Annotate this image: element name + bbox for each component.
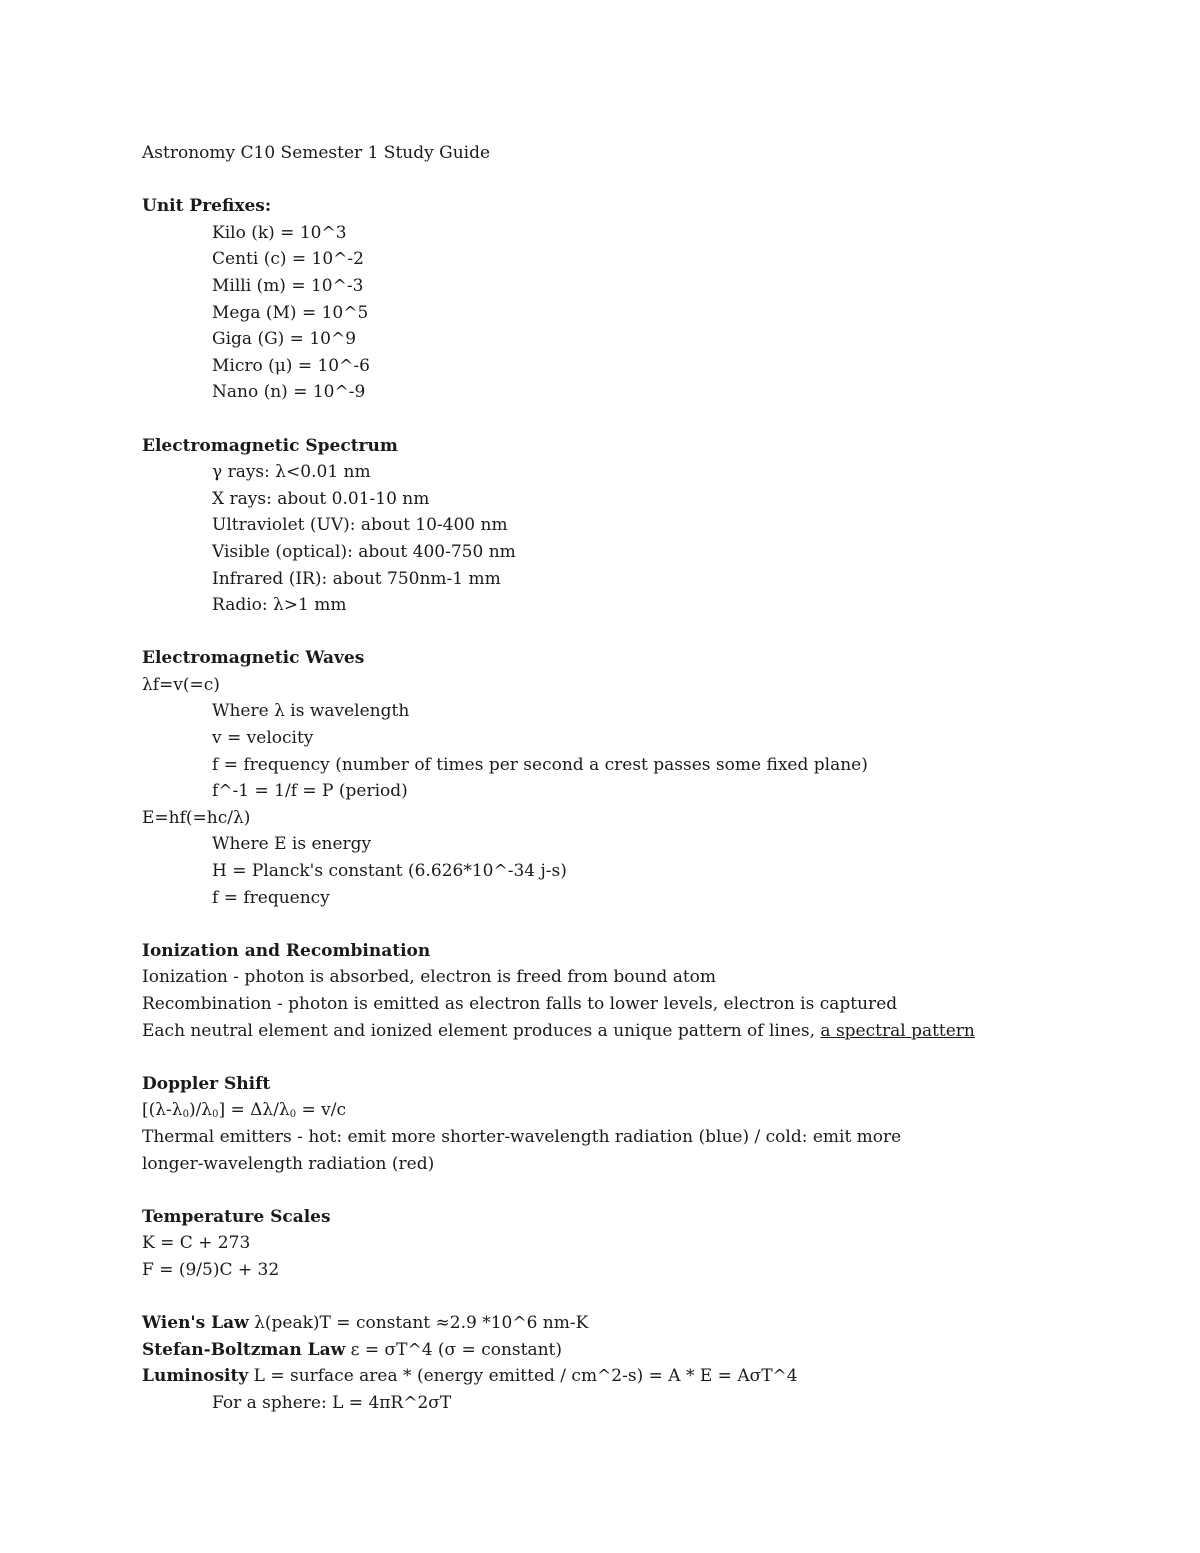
spectrum-item: Ultraviolet (UV): about 10-400 nm bbox=[212, 515, 508, 536]
prefix-item: Nano (n) = 10^-9 bbox=[212, 382, 366, 403]
wave-item: f = frequency (number of times per second a crest passes some fixed plane) bbox=[212, 754, 868, 775]
spacer bbox=[142, 619, 1142, 646]
wiens-law-text: λ(peak)T = constant ≈2.9 *10^6 nm-K bbox=[248, 1313, 589, 1334]
unit-prefixes-heading: Unit Prefixes: bbox=[142, 196, 272, 217]
spacer bbox=[142, 911, 1142, 938]
document-title: Astronomy C10 Semester 1 Study Guide bbox=[142, 143, 491, 163]
prefix-item: Kilo (k) = 10^3 bbox=[212, 222, 347, 243]
spectral-pattern-text: Each neutral element and ionized element produces a unique pattern of lines, bbox=[142, 1020, 821, 1041]
spacer bbox=[142, 406, 1142, 433]
subscript-zero: 0 bbox=[182, 1109, 189, 1121]
wiens-law-label: Wien's Law bbox=[142, 1313, 249, 1334]
doppler-heading: Doppler Shift bbox=[142, 1073, 271, 1094]
spacer bbox=[142, 1284, 1142, 1311]
luminosity-label: Luminosity bbox=[142, 1366, 249, 1387]
energy-formula: E=hf(=hc/λ) bbox=[142, 807, 251, 828]
spacer bbox=[142, 167, 1142, 194]
temperature-heading: Temperature Scales bbox=[142, 1206, 331, 1227]
prefix-item: Micro (μ) = 10^-6 bbox=[212, 355, 370, 376]
recombination-line: Recombination - photon is emitted as electron falls to lower levels, electron is captured bbox=[142, 994, 898, 1014]
prefix-item: Mega (M) = 10^5 bbox=[212, 302, 369, 323]
doppler-formula-part: ] = Δλ/λ bbox=[218, 1100, 290, 1121]
sphere-luminosity-line: For a sphere: L = 4πR^2σT bbox=[212, 1392, 452, 1413]
spectral-pattern-line bbox=[142, 1018, 1142, 1045]
doppler-formula-part: )/λ bbox=[188, 1100, 213, 1121]
wave-item: f^-1 = 1/f = P (period) bbox=[212, 781, 408, 802]
study-guide-page bbox=[142, 140, 1142, 1417]
doppler-formula-part: [(λ-λ bbox=[142, 1100, 183, 1121]
spectrum-item: Radio: λ>1 mm bbox=[212, 595, 347, 616]
temperature-item: F = (9/5)C + 32 bbox=[142, 1259, 280, 1280]
luminosity-line bbox=[142, 1363, 1142, 1390]
luminosity-text: L = surface area * (energy emitted / cm^2-s) = A * E = AσT^4 bbox=[248, 1366, 798, 1387]
thermal-emitters-line: Thermal emitters - hot: emit more shorter-wavelength radiation (blue) / cold: emit more bbox=[142, 1126, 902, 1147]
spectrum-item: Infrared (IR): about 750nm-1 mm bbox=[212, 568, 501, 589]
ionization-line: Ionization - photon is absorbed, electron is freed from bound atom bbox=[142, 967, 717, 988]
waves-heading: Electromagnetic Waves bbox=[142, 648, 365, 669]
energy-item: H = Planck's constant (6.626*10^-34 j-s) bbox=[212, 861, 567, 882]
spacer bbox=[142, 1044, 1142, 1071]
temperature-item: K = C + 273 bbox=[142, 1233, 251, 1254]
wave-item: Where λ is wavelength bbox=[212, 701, 410, 722]
spectrum-item: γ rays: λ<0.01 nm bbox=[212, 462, 371, 483]
spectrum-item: X rays: about 0.01-10 nm bbox=[212, 488, 430, 509]
wave-formula: λf=v(=c) bbox=[142, 674, 220, 695]
stefan-boltzman-text: ε = σT^4 (σ = constant) bbox=[345, 1339, 563, 1360]
spectrum-item: Visible (optical): about 400-750 nm bbox=[212, 541, 516, 562]
stefan-boltzman-label: Stefan-Boltzman Law bbox=[142, 1339, 346, 1360]
spectrum-heading: Electromagnetic Spectrum bbox=[142, 435, 398, 456]
ionization-heading: Ionization and Recombination bbox=[142, 940, 431, 961]
wave-item: v = velocity bbox=[212, 728, 314, 749]
subscript-zero: 0 bbox=[212, 1109, 219, 1121]
thermal-emitters-line-cont: longer-wavelength radiation (red) bbox=[142, 1153, 435, 1174]
stefan-boltzman-line bbox=[142, 1337, 1142, 1364]
prefix-item: Milli (m) = 10^-3 bbox=[212, 275, 364, 296]
wiens-law-line bbox=[142, 1310, 1142, 1337]
spacer bbox=[142, 1177, 1142, 1204]
subscript-zero: 0 bbox=[289, 1109, 297, 1121]
energy-item: f = frequency bbox=[212, 887, 330, 908]
doppler-formula bbox=[142, 1097, 1142, 1124]
energy-item: Where E is energy bbox=[212, 834, 372, 855]
spectral-pattern-term: a spectral pattern bbox=[820, 1020, 975, 1041]
doppler-formula-part: = v/c bbox=[296, 1100, 346, 1121]
prefix-item: Centi (c) = 10^-2 bbox=[212, 249, 364, 270]
prefix-item: Giga (G) = 10^9 bbox=[212, 329, 357, 350]
